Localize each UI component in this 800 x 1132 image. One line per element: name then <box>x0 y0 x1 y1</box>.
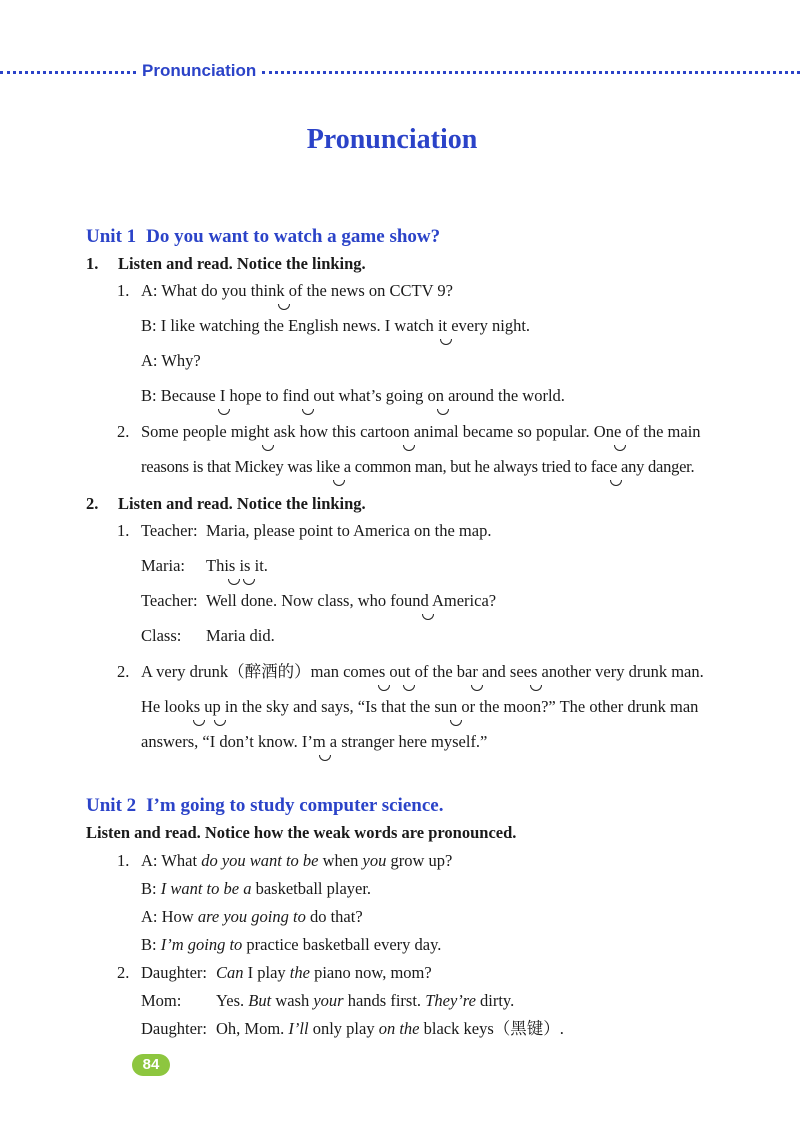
header-dotted-rule-right <box>262 71 800 74</box>
weak-words: But <box>248 991 272 1010</box>
text: B: <box>141 879 161 898</box>
ex1-d2-line2 <box>141 456 694 478</box>
linked-word: found <box>390 591 429 610</box>
running-header-label: Pronunciation <box>142 61 257 80</box>
ex1-number: 1. <box>86 254 99 273</box>
ex2-d2-line2 <box>141 696 698 718</box>
ex1-d1-line4 <box>141 385 565 407</box>
linked-word: might <box>230 422 270 441</box>
running-header <box>0 60 800 84</box>
text: animal became so popular. <box>409 422 594 441</box>
unit1-ex1-instruction <box>86 254 800 274</box>
u2-d2-number: 2. <box>117 963 130 982</box>
header-dotted-rule-left <box>0 71 136 74</box>
ex2-d1-line3 <box>141 590 496 612</box>
weak-words: do you want to be <box>201 851 319 870</box>
linked-word: like <box>316 457 340 476</box>
page-title: Pronunciation <box>306 124 478 155</box>
text: America? <box>428 591 497 610</box>
text: ask how this <box>269 422 361 441</box>
text: Maria, please point to America on the map. <box>206 521 492 540</box>
text: a stranger here myself.” <box>325 732 488 751</box>
linked-word: it <box>437 316 448 335</box>
u2-d1-line2 <box>141 878 371 900</box>
unit1-title: Do you want to watch a game show? <box>146 226 441 247</box>
text: A very drunk（醉酒的）man <box>141 662 344 681</box>
linked-word: I <box>219 386 226 405</box>
weak-words: I’ll <box>288 1019 309 1038</box>
text: answers, “I don’t know. <box>141 732 302 751</box>
ex1-d2-number: 2. <box>117 422 130 441</box>
linked-word: up <box>204 697 221 716</box>
text: grow up? <box>386 851 453 870</box>
linked-word: cartoon <box>360 422 410 441</box>
unit1-ex2-instruction <box>86 494 800 514</box>
unit1-heading <box>86 226 800 248</box>
text: basketball player. <box>251 879 372 898</box>
text: He <box>141 697 165 716</box>
ex1-d1-number: 1. <box>117 281 130 300</box>
weak-words: you <box>362 851 387 870</box>
unit2-title: I’m going to study computer science. <box>146 795 444 816</box>
text: B: I like watching the English news. I watch <box>141 316 438 335</box>
text: of the main <box>621 422 701 441</box>
ex1-d1-line1 <box>117 280 453 302</box>
linked-word: out <box>389 662 411 681</box>
text: out what’s going <box>309 386 428 405</box>
weak-words: They’re <box>425 991 476 1010</box>
ex1-instruction-text: Listen and read. Notice the linking. <box>118 254 366 273</box>
u2-d2-line3 <box>141 1018 564 1040</box>
text: any danger. <box>617 457 695 476</box>
text: around the world. <box>443 386 565 405</box>
linked-word: face <box>590 457 618 476</box>
text: of the <box>410 662 457 681</box>
text: of the news on CCTV 9? <box>284 281 453 300</box>
text: A: What <box>141 851 202 870</box>
linked-word: sees <box>509 662 538 681</box>
linked-word: find <box>282 386 310 405</box>
u2-d2-line1 <box>117 962 432 984</box>
linked-word: One <box>593 422 622 441</box>
text: reasons is that Mickey was <box>141 457 317 476</box>
linked-word: is <box>239 556 251 575</box>
linked-word: think <box>250 281 285 300</box>
page-number: 84 <box>132 1054 170 1076</box>
linked-word: on <box>427 386 444 405</box>
u2-d2-line2 <box>141 990 514 1012</box>
ex1-d1-line2 <box>141 315 530 337</box>
speaker: Teacher: <box>141 591 198 610</box>
text: I play <box>243 963 290 982</box>
text: A: How <box>141 907 198 926</box>
u2-d1-line1 <box>117 850 452 872</box>
speaker: Maria: <box>141 556 185 575</box>
ex2-d1-number: 1. <box>117 521 130 540</box>
text: hope to <box>225 386 283 405</box>
ex2-d1-line4 <box>141 625 275 647</box>
ex2-d2-line1 <box>117 661 704 683</box>
linked-word: bar <box>456 662 478 681</box>
text: another very drunk man. <box>537 662 704 681</box>
text: and <box>477 662 510 681</box>
weak-words: Can <box>216 963 244 982</box>
ex1-d1-line3: A: Why? <box>141 351 201 370</box>
text: dirty. <box>475 991 515 1010</box>
u2-d1-line3 <box>141 906 363 928</box>
text: only play <box>308 1019 379 1038</box>
ex2-d2-number: 2. <box>117 662 130 681</box>
text: it. <box>250 556 268 575</box>
text: Some people <box>141 422 231 441</box>
text: Well done. Now class, who <box>206 591 391 610</box>
text: every night. <box>447 316 531 335</box>
text: B: <box>141 935 161 954</box>
speaker: Class: <box>141 626 182 645</box>
weak-words: I’m going to <box>160 935 243 954</box>
text: practice basketball every day. <box>242 935 442 954</box>
unit1-label: Unit 1 <box>86 226 137 247</box>
weak-words: your <box>313 991 344 1010</box>
text: Maria did. <box>206 626 275 645</box>
ex2-number: 2. <box>86 494 99 513</box>
linked-word: I’m <box>301 732 326 751</box>
weak-words: on the <box>378 1019 420 1038</box>
text: wash <box>271 991 314 1010</box>
weak-words: I want to be a <box>160 879 252 898</box>
ex1-d2-line1 <box>117 421 701 443</box>
u2-d1-number: 1. <box>117 851 130 870</box>
speaker: Daughter: <box>141 1019 207 1038</box>
unit2-instruction: Listen and read. Notice how the weak words are pronounced. <box>86 823 517 842</box>
ex2-d1-line2 <box>141 555 268 577</box>
text: Oh, Mom. <box>216 1019 289 1038</box>
text: when <box>318 851 363 870</box>
speaker: Daughter: <box>141 963 207 982</box>
text: in the sky and says, “Is that the <box>220 697 435 716</box>
ex2-d1-line1 <box>117 520 491 542</box>
linked-word: looks <box>164 697 201 716</box>
ex2-d2-line3 <box>141 731 487 753</box>
speaker: Teacher: <box>141 521 198 540</box>
text: a common man, but he always tried to <box>339 457 591 476</box>
text: or the moon?” The other drunk man <box>457 697 699 716</box>
linked-word: sun <box>434 697 458 716</box>
unit2-label: Unit 2 <box>86 795 137 816</box>
speaker: Mom: <box>141 991 182 1010</box>
text: piano now, mom? <box>309 963 432 982</box>
text: A: What do you <box>141 281 251 300</box>
unit2-heading <box>86 795 800 817</box>
text: B: Because <box>141 386 220 405</box>
u2-d1-line4 <box>141 934 441 956</box>
text: black keys（黑键）. <box>419 1019 564 1038</box>
weak-words: the <box>289 963 310 982</box>
linked-word: comes <box>343 662 386 681</box>
linked-word: This <box>206 556 236 575</box>
text: do that? <box>305 907 363 926</box>
text: Yes. <box>216 991 249 1010</box>
weak-words: are you going to <box>197 907 306 926</box>
text: hands first. <box>343 991 426 1010</box>
ex2-instruction-text: Listen and read. Notice the linking. <box>118 494 366 513</box>
